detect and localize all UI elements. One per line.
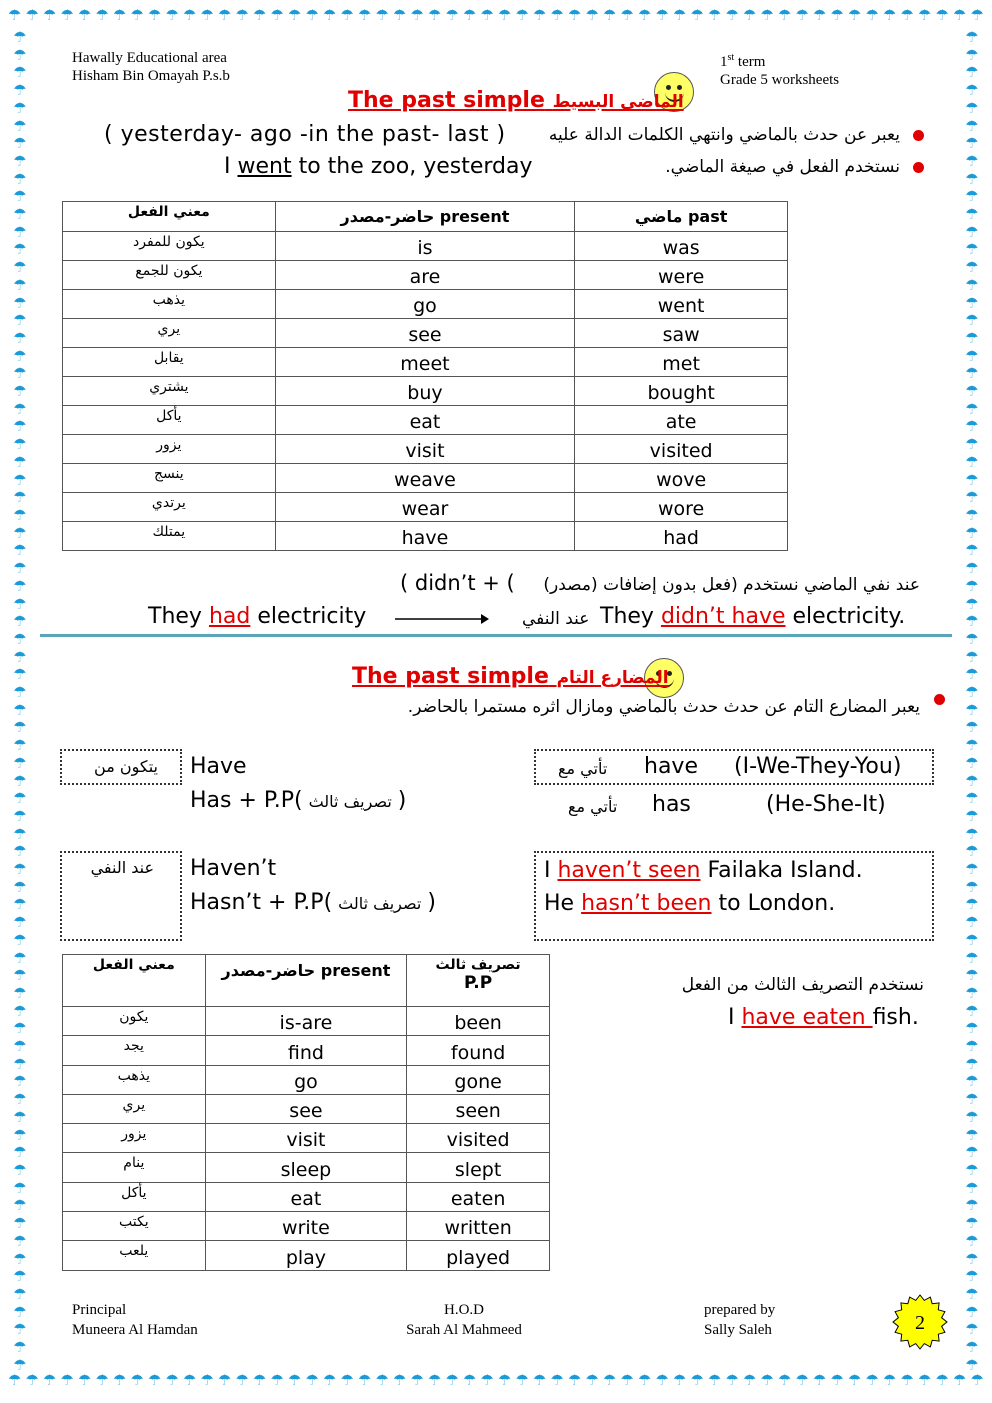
cell-past: went	[575, 290, 788, 319]
cell-present: write	[205, 1212, 407, 1241]
cell-present: have	[275, 522, 575, 551]
have-pronouns-box	[534, 749, 934, 785]
arrow-right-icon	[395, 612, 490, 626]
negative-examples-box	[534, 851, 934, 941]
cell-present: see	[275, 319, 575, 348]
cell-pp: written	[407, 1212, 550, 1241]
cell-meaning: ينام	[63, 1153, 206, 1182]
table-row	[63, 377, 788, 406]
section-divider	[40, 634, 952, 637]
section1-title: The past simple الماضى البسيط	[348, 88, 684, 113]
pp-example: I have eaten fish.	[728, 1005, 919, 1030]
col-header-meaning: معني الفعل	[63, 955, 206, 1007]
cell-pp: played	[407, 1241, 550, 1270]
cell-meaning: يكون للمفرد	[63, 232, 276, 261]
term-header	[720, 49, 839, 89]
past-usage-ar: يعبر عن حدث بالماضي وانتهي الكلمات الدالة عليه	[548, 125, 900, 145]
cell-meaning: يلعب	[63, 1241, 206, 1270]
cell-meaning: يزور	[63, 435, 276, 464]
cell-pp: gone	[407, 1065, 550, 1094]
cell-meaning: يري	[63, 1094, 206, 1123]
negation-rule-ar: عند نفي الماضي نستخدم (فعل بدون إضافات (مصدر)	[543, 575, 920, 595]
cell-past: saw	[575, 319, 788, 348]
past-simple-verb-table	[62, 201, 788, 551]
have-word: have	[644, 754, 698, 779]
cell-meaning: يشتري	[63, 377, 276, 406]
example-havent: I haven’t seen Failaka Island.	[544, 858, 863, 883]
cell-past: wove	[575, 464, 788, 493]
cell-past: were	[575, 261, 788, 290]
cell-present: find	[205, 1036, 407, 1065]
negation-label-box	[60, 851, 182, 941]
cell-pp: been	[407, 1007, 550, 1036]
comes-with-label: تأتي مع	[568, 797, 618, 816]
cell-present: wear	[275, 493, 575, 522]
has-pp-line: Has + P.P( تصريف ثالث )	[190, 788, 407, 813]
preparer-signature: prepared by Sally Saleh	[704, 1302, 776, 1338]
cell-past: met	[575, 348, 788, 377]
col-header-present: حاضر-مصدر present	[275, 202, 575, 232]
col-header-meaning: معني الفعل	[63, 202, 276, 232]
comes-with-label: تأتي مع	[558, 759, 608, 778]
area-name: Hawally Educational area	[72, 50, 227, 66]
cell-present: are	[275, 261, 575, 290]
negative-example: They didn’t have electricity.	[600, 604, 906, 629]
cell-meaning: يأكل	[63, 406, 276, 435]
table-row	[63, 1124, 550, 1153]
have-line: Have	[190, 754, 247, 779]
table-row	[63, 1182, 550, 1211]
table-row	[63, 1153, 550, 1182]
cell-meaning: يمتلك	[63, 522, 276, 551]
has-word: has	[652, 792, 691, 817]
cell-present: visit	[275, 435, 575, 464]
table-row	[63, 522, 788, 551]
present-perfect-usage-ar: يعبر المضارع التام عن حدث حدث بالماضي ومازال اثره مستمرا بالحاضر.	[407, 697, 920, 717]
cell-past: ate	[575, 406, 788, 435]
positive-example: They had electricity	[148, 604, 367, 629]
cell-present: play	[205, 1241, 407, 1270]
cell-present: weave	[275, 464, 575, 493]
term-label: 1st term	[720, 52, 766, 70]
table-row	[63, 348, 788, 377]
hod-signature: H.O.D Sarah Al Mahmeed	[406, 1302, 522, 1338]
cell-meaning: يكتب	[63, 1212, 206, 1241]
cell-past: was	[575, 232, 788, 261]
table-row	[63, 464, 788, 493]
past-participle-table	[62, 954, 550, 1271]
cell-pp: eaten	[407, 1182, 550, 1211]
consists-label: يتكون من	[94, 757, 158, 776]
cell-meaning: ينسج	[63, 464, 276, 493]
have-pronouns: (I-We-They-You)	[734, 754, 902, 779]
cell-meaning: يذهب	[63, 1065, 206, 1094]
cell-meaning: يذهب	[63, 290, 276, 319]
cell-present: eat	[275, 406, 575, 435]
school-header	[72, 49, 230, 85]
negation-label: عند النفي	[90, 858, 154, 877]
cell-past: bought	[575, 377, 788, 406]
past-example: I went to the zoo, yesterday	[224, 154, 533, 179]
cell-past: had	[575, 522, 788, 551]
consists-label-box	[60, 749, 182, 785]
umbrella-border-top: ☂ ☂ ☂ ☂ ☂ ☂ ☂ ☂ ☂ ☂ ☂ ☂ ☂ ☂ ☂ ☂ ☂ ☂ ☂ ☂ ☂ ☂ ☂ ☂ ☂ ☂ ☂ ☂ ☂ ☂ ☂ ☂ ☂ ☂ ☂ ☂ ☂ ☂ ☂ ☂ ☂ ☂ ☂ ☂ ☂ ☂ ☂ ☂ ☂ ☂ ☂ ☂ ☂ ☂ ☂ ☂	[8, 8, 984, 24]
cell-present: buy	[275, 377, 575, 406]
hasnt-pp-line: Hasn’t + P.P( تصريف ثالث )	[190, 890, 436, 915]
table-row	[63, 1212, 550, 1241]
table-row	[63, 1094, 550, 1123]
cell-present: is	[275, 232, 575, 261]
cell-present: see	[205, 1094, 407, 1123]
cell-present: visit	[205, 1124, 407, 1153]
example-hasnt: He hasn’t been to London.	[544, 891, 836, 916]
section2-title: The past simple المضارع التام	[352, 664, 669, 689]
principal-signature: Principal Muneera Al Hamdan	[72, 1302, 198, 1338]
has-pronouns: (He-She-It)	[766, 792, 886, 817]
cell-pp: visited	[407, 1124, 550, 1153]
cell-present: is-are	[205, 1007, 407, 1036]
cell-past: visited	[575, 435, 788, 464]
bullet-icon	[913, 162, 924, 173]
cell-pp: slept	[407, 1153, 550, 1182]
col-header-present: حاضر-مصدر present	[205, 955, 407, 1007]
school-name: Hisham Bin Omayah P.s.b	[72, 68, 230, 84]
negation-rule-en: ( didn’t + (	[400, 571, 515, 595]
negation-label-ar: عند النفي	[522, 609, 590, 629]
col-header-pp: تصريف ثالث P.P	[407, 955, 550, 1007]
table-row	[63, 1065, 550, 1094]
table-row	[63, 406, 788, 435]
table-row	[63, 261, 788, 290]
cell-present: sleep	[205, 1153, 407, 1182]
cell-present: go	[205, 1065, 407, 1094]
past-form-ar: نستخدم الفعل في صيغة الماضي.	[665, 157, 900, 177]
page-number-badge	[892, 1294, 948, 1350]
col-header-past: ماضي past	[575, 202, 788, 232]
page-number: 2	[915, 1312, 925, 1334]
cell-present: meet	[275, 348, 575, 377]
cell-pp: seen	[407, 1094, 550, 1123]
umbrella-border-left: ☂ ☂ ☂ ☂ ☂ ☂ ☂ ☂ ☂ ☂ ☂ ☂ ☂ ☂ ☂ ☂ ☂ ☂ ☂ ☂ ☂ ☂ ☂ ☂ ☂ ☂ ☂ ☂ ☂ ☂ ☂ ☂ ☂ ☂ ☂ ☂ ☂ ☂ ☂ ☂ ☂ ☂ ☂ ☂ ☂ ☂ ☂ ☂ ☂ ☂ ☂ ☂ ☂ ☂ ☂ ☂ ☂ ☂ ☂ ☂ ☂ ☂ ☂ ☂ ☂ ☂ ☂ ☂ ☂ ☂ ☂ ☂ ☂ ☂ ☂ ☂	[13, 30, 27, 1373]
cell-present: eat	[205, 1182, 407, 1211]
cell-meaning: يكون	[63, 1007, 206, 1036]
table-row	[63, 290, 788, 319]
cell-meaning: يجد	[63, 1036, 206, 1065]
table-row	[63, 1007, 550, 1036]
cell-meaning: يقابل	[63, 348, 276, 377]
table-row	[63, 493, 788, 522]
cell-meaning: يرتدي	[63, 493, 276, 522]
time-words: ( yesterday- ago -in the past- last )	[104, 122, 506, 147]
table-row	[63, 1036, 550, 1065]
havent-line: Haven’t	[190, 856, 277, 881]
table-row	[63, 319, 788, 348]
cell-meaning: يكون للجمع	[63, 261, 276, 290]
bullet-icon	[913, 130, 924, 141]
cell-meaning: يري	[63, 319, 276, 348]
pp-usage-ar: نستخدم التصريف الثالث من الفعل	[681, 975, 924, 995]
table-row	[63, 1241, 550, 1270]
cell-past: wore	[575, 493, 788, 522]
cell-meaning: يزور	[63, 1124, 206, 1153]
umbrella-border-right: ☂ ☂ ☂ ☂ ☂ ☂ ☂ ☂ ☂ ☂ ☂ ☂ ☂ ☂ ☂ ☂ ☂ ☂ ☂ ☂ ☂ ☂ ☂ ☂ ☂ ☂ ☂ ☂ ☂ ☂ ☂ ☂ ☂ ☂ ☂ ☂ ☂ ☂ ☂ ☂ ☂ ☂ ☂ ☂ ☂ ☂ ☂ ☂ ☂ ☂ ☂ ☂ ☂ ☂ ☂ ☂ ☂ ☂ ☂ ☂ ☂ ☂ ☂ ☂ ☂ ☂ ☂ ☂ ☂ ☂ ☂ ☂ ☂ ☂ ☂ ☂	[965, 30, 979, 1373]
cell-present: go	[275, 290, 575, 319]
table-row	[63, 232, 788, 261]
cell-pp: found	[407, 1036, 550, 1065]
bullet-icon	[934, 694, 945, 705]
umbrella-border-bottom: ☂ ☂ ☂ ☂ ☂ ☂ ☂ ☂ ☂ ☂ ☂ ☂ ☂ ☂ ☂ ☂ ☂ ☂ ☂ ☂ ☂ ☂ ☂ ☂ ☂ ☂ ☂ ☂ ☂ ☂ ☂ ☂ ☂ ☂ ☂ ☂ ☂ ☂ ☂ ☂ ☂ ☂ ☂ ☂ ☂ ☂ ☂ ☂ ☂ ☂ ☂ ☂ ☂ ☂ ☂ ☂	[8, 1373, 984, 1389]
table-row	[63, 435, 788, 464]
cell-meaning: يأكل	[63, 1182, 206, 1211]
grade-label: Grade 5 worksheets	[720, 72, 840, 88]
